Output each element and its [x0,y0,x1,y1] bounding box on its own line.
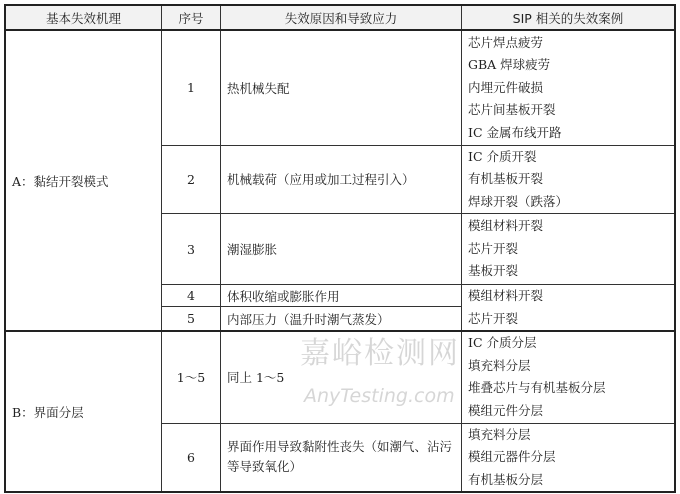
cause-cell: 界面作用导致黏附性丧失（如潮气、沾污等导致氧化） [221,423,462,492]
cases-cell [462,285,676,332]
case-item: IC 介质分层 [468,335,537,351]
case-item: 芯片开裂 [468,310,519,326]
cause-cell: 热机械失配 [221,30,462,145]
number-cell: 1～5 [162,331,221,423]
cause-cell: 同上 1～5 [221,331,462,423]
number-cell: 3 [162,214,221,285]
case-item: 模组元件分层 [468,402,544,418]
case-item: IC 金属布线开路 [468,124,562,140]
cause-cell: 内部压力（温升时潮气蒸发） [221,307,462,331]
case-item: 模组元器件分层 [468,449,556,464]
case-item: 芯片开裂 [468,240,519,256]
table-row [5,30,675,145]
case-item: GBA 焊球疲劳 [468,57,551,72]
number-cell: 4 [162,285,221,307]
header-mechanism: 基本失效机理 [5,5,162,30]
case-item: 填充料分层 [468,357,531,373]
cause-cell: 机械载荷（应用或加工过程引入） [221,145,462,214]
case-item: 芯片焊点疲劳 [468,34,544,50]
cases-cell [462,331,676,423]
mechanism-cell: A：黏结开裂模式 [5,30,162,331]
watermark-cn: 嘉峪检测网 [300,336,460,371]
case-item: 有机基板分层 [468,471,544,487]
case-item: 基板开裂 [468,263,519,279]
header-number: 序号 [162,5,221,30]
case-item: 堆叠芯片与有机基板分层 [468,380,606,396]
case-item: 填充料分层 [468,426,531,442]
case-item: 有机基板开裂 [468,171,544,186]
number-cell: 6 [162,423,221,492]
mechanism-cell: B：界面分层 [5,331,162,492]
cases-cell [462,214,676,285]
header-row [5,5,675,30]
cases-cell [462,145,676,214]
table-row [5,331,675,423]
case-item: IC 介质开裂 [468,148,537,164]
number-cell: 5 [162,307,221,331]
case-item: 内埋元件破损 [468,79,544,95]
failure-mechanism-table [4,4,676,493]
cases-cell [462,423,676,492]
number-cell: 2 [162,145,221,214]
cases-cell [462,30,676,145]
case-item: 芯片间基板开裂 [468,102,556,117]
case-item: 模组材料开裂 [468,288,544,303]
case-item: 焊球开裂（跌落） [468,193,569,209]
number-cell: 1 [162,30,221,145]
header-cases: SIP 相关的失效案例 [462,5,676,30]
cause-cell: 潮湿膨胀 [221,214,462,285]
header-cause: 失效原因和导致应力 [221,5,462,30]
case-item: 模组材料开裂 [468,218,544,234]
cause-cell: 体积收缩或膨胀作用 [221,285,462,307]
watermark-en: AnyTesting.com [304,385,455,407]
